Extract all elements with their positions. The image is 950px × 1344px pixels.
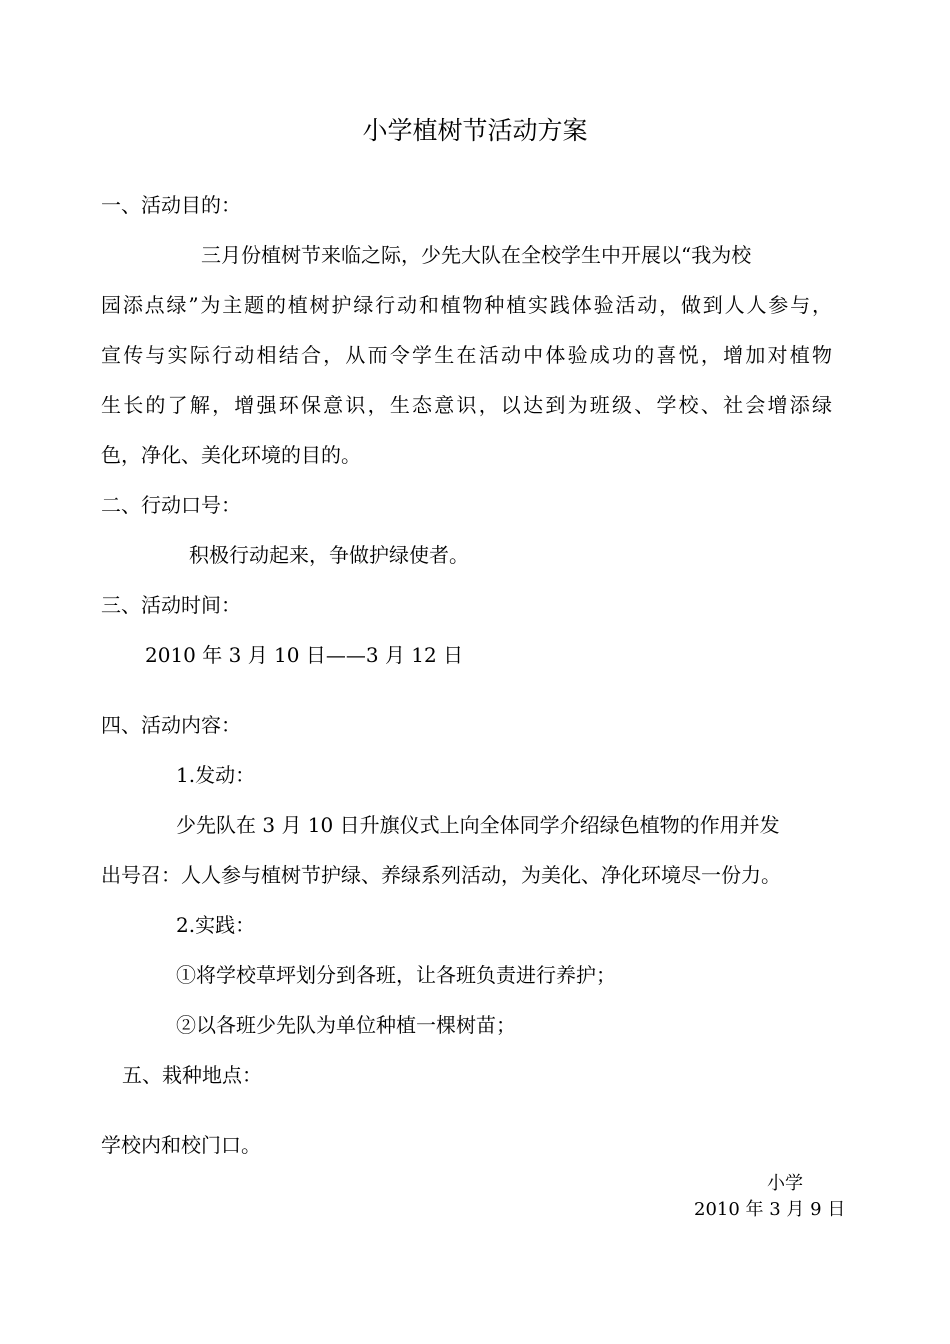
activity-time: 2010 年 3 月 10 日——3 月 12 日 [145,643,464,667]
item-1-title: 1.发动： [176,763,256,787]
section-4-heading: 四、活动内容： [101,713,241,737]
section-1-paragraph-line: 三月份植树节来临之际，少先大队在全校学生中开展以“我为校 [201,243,752,267]
section-1-heading: 一、活动目的： [101,193,241,217]
section-1-paragraph-line: 宣传与实际行动相结合，从而令学生在活动中体验成功的喜悦，增加对植物 [101,343,832,367]
item-1-paragraph-line: 少先队在 3 月 10 日升旗仪式上向全体同学介绍绿色植物的作用并发 [176,813,780,837]
item-2-point: ②以各班少先队为单位种植一棵树苗； [176,1013,516,1037]
item-2-title: 2.实践： [176,913,256,937]
document-title: 小学植树节活动方案 [362,116,588,145]
section-1-paragraph-line: 生长的了解，增强环保意识，生态意识，以达到为班级、学校、社会增添绿 [101,393,832,417]
signature-org: 小学 [767,1173,803,1194]
section-3-heading: 三、活动时间： [101,593,241,617]
item-1-paragraph-line: 出号召：人人参与植树节护绿、养绿系列活动，为美化、净化环境尽一份力。 [101,863,781,887]
section-5-heading: 五、栽种地点： [122,1063,262,1087]
signature-date: 2010 年 3 月 9 日 [694,1199,846,1220]
item-2-point: ①将学校草坪划分到各班，让各班负责进行养护； [176,963,616,987]
slogan-text: 积极行动起来，争做护绿使者。 [189,543,469,567]
planting-place: 学校内和校门口。 [101,1133,261,1157]
section-1-paragraph-line: 园添点绿”为主题的植树护绿行动和植物种植实践体验活动，做到人人参与， [101,293,832,317]
section-1-paragraph-line: 色，净化、美化环境的目的。 [101,443,361,467]
section-2-heading: 二、行动口号： [101,493,241,517]
